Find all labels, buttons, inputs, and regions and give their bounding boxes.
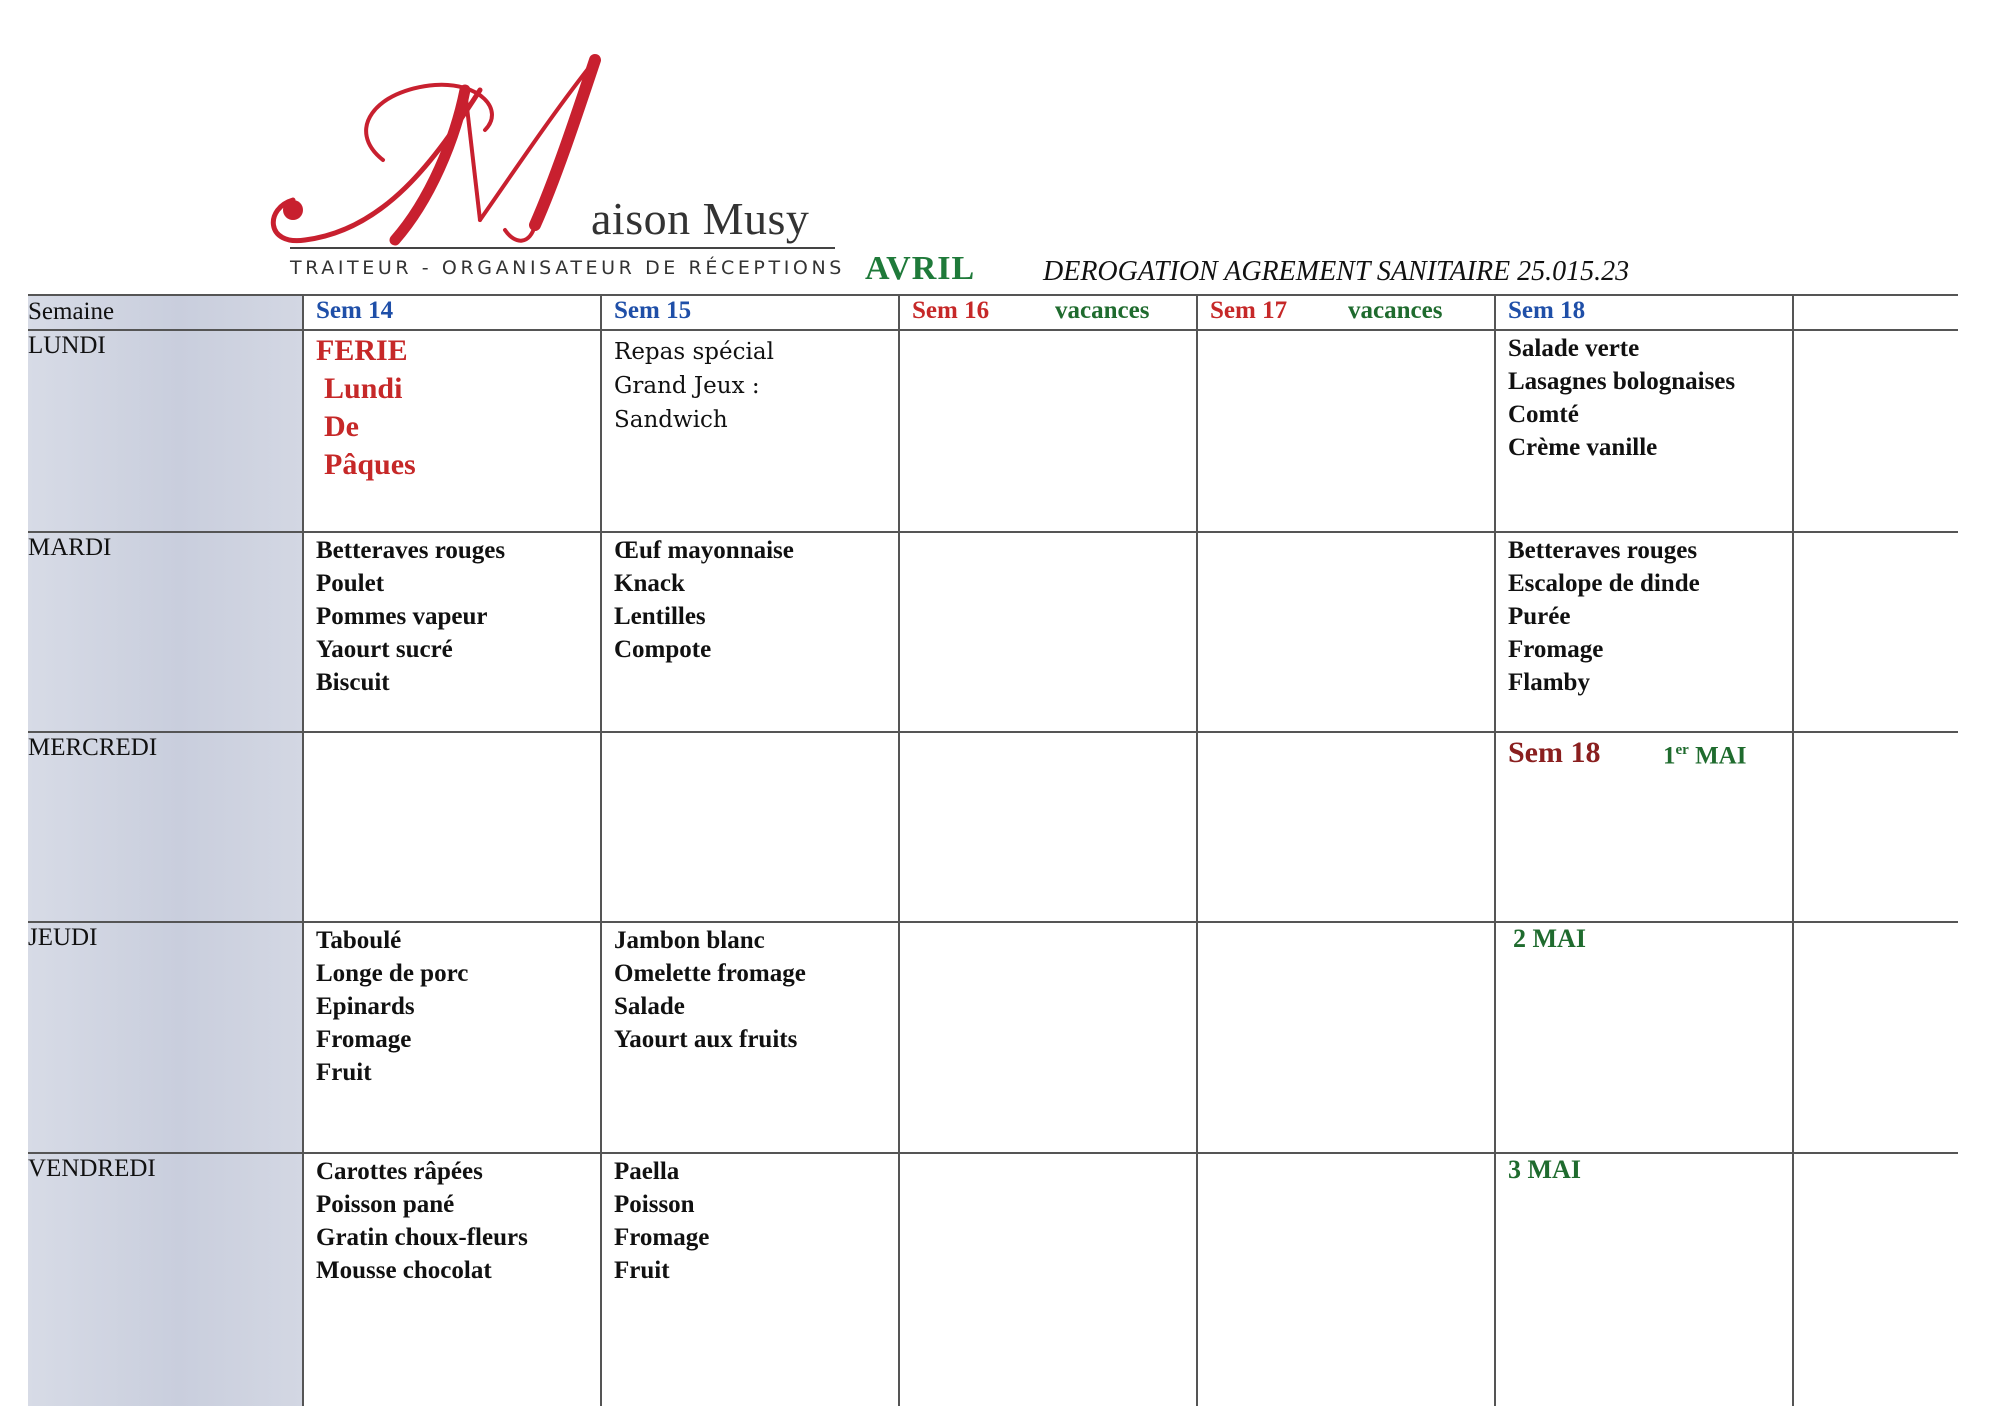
week-label: Sem 16	[912, 297, 990, 324]
menu-item: Paella	[614, 1158, 680, 1185]
table-column-rule	[600, 294, 602, 1406]
table-rule	[28, 1152, 1958, 1154]
day-label-jeudi: JEUDI	[28, 924, 98, 951]
day-label-mardi: MARDI	[28, 534, 112, 561]
menu-item: Biscuit	[316, 669, 390, 696]
week-label: Sem 17	[1210, 297, 1288, 324]
month-title: AVRIL	[865, 250, 976, 287]
table-rule	[28, 531, 1958, 533]
menu-item: Betteraves rouges	[316, 537, 506, 564]
table-column-rule	[1494, 294, 1496, 1406]
week-repeat-label: Sem 18	[1508, 736, 1601, 769]
menu-item: Grand Jeux :	[614, 373, 760, 399]
menu-item: Poisson pané	[316, 1191, 455, 1218]
menu-cell-lundi-sem15	[614, 335, 774, 437]
may-third-note: 3 MAI	[1508, 1155, 1581, 1184]
menu-item: Lentilles	[614, 603, 706, 630]
menu-item: Fromage	[614, 1224, 710, 1251]
table-rule	[28, 329, 1958, 331]
holiday-line: FERIE	[316, 334, 408, 367]
menu-item: Jambon blanc	[614, 927, 765, 954]
menu-item: Crème vanille	[1508, 434, 1658, 461]
sanitary-derogation-text: DEROGATION AGREMENT SANITAIRE 25.015.23	[1043, 256, 1630, 287]
menu-cell-mardi-sem15	[614, 534, 794, 666]
menu-item: Salade	[614, 993, 685, 1020]
menu-cell-mardi-sem14	[316, 534, 505, 699]
menu-item: Longe de porc	[316, 960, 469, 987]
menu-item: Repas spécial	[614, 339, 774, 365]
menu-item: Œuf mayonnaise	[614, 537, 794, 564]
menu-item: Yaourt sucré	[316, 636, 453, 663]
menu-item: Fruit	[614, 1257, 670, 1284]
may-first-note	[1663, 742, 1746, 770]
menu-cell-jeudi-sem15	[614, 924, 806, 1056]
menu-cell-mardi-sem18	[1508, 534, 1700, 699]
menu-item: Pommes vapeur	[316, 603, 488, 630]
menu-item: Poulet	[316, 570, 385, 597]
menu-cell-vendredi-sem14	[316, 1155, 528, 1287]
day-label-vendredi: VENDREDI	[28, 1155, 156, 1182]
holiday-cell-lundi-sem14	[316, 332, 416, 484]
menu-item: Epinards	[316, 993, 415, 1020]
logo-divider	[290, 247, 835, 249]
week-header-sem18	[1508, 297, 1585, 325]
week-label: Sem 14	[316, 297, 394, 324]
table-column-rule	[898, 294, 900, 1406]
week-header-sem15	[614, 297, 691, 325]
menu-table	[28, 294, 1958, 1406]
week-header-sem17	[1210, 297, 1490, 325]
menu-cell-lundi-sem18	[1508, 332, 1735, 464]
menu-item: Purée	[1508, 603, 1571, 630]
menu-item: Omelette fromage	[614, 960, 806, 987]
may-first-day: 1	[1663, 742, 1676, 770]
day-label-lundi: LUNDI	[28, 332, 106, 359]
menu-item: Gratin choux-fleurs	[316, 1224, 528, 1251]
menu-item: Lasagnes bolognaises	[1508, 368, 1736, 395]
table-column-rule	[1196, 294, 1198, 1406]
may-first-suffix: er	[1675, 742, 1689, 758]
table-rule	[28, 921, 1958, 923]
menu-item: Betteraves rouges	[1508, 537, 1698, 564]
may-first-month: MAI	[1695, 742, 1747, 770]
menu-item: Compote	[614, 636, 712, 663]
day-label-mercredi: MERCREDI	[28, 734, 158, 761]
table-rule	[28, 294, 1958, 296]
menu-item: Fruit	[316, 1059, 372, 1086]
table-column-rule	[302, 294, 304, 1406]
week-header-sem16	[912, 297, 1192, 325]
holiday-line: De	[324, 410, 359, 443]
menu-item: Flamby	[1508, 669, 1590, 696]
menu-item: Salade verte	[1508, 335, 1640, 362]
holiday-line: Lundi	[324, 372, 403, 405]
menu-item: Knack	[614, 570, 685, 597]
menu-item: Yaourt aux fruits	[614, 1026, 798, 1053]
menu-item: Mousse chocolat	[316, 1257, 492, 1284]
holiday-line: Pâques	[324, 448, 416, 481]
menu-item: Carottes râpées	[316, 1158, 483, 1185]
menu-item: Taboulé	[316, 927, 402, 954]
week-label: Sem 15	[614, 297, 692, 324]
vacation-note: vacances	[1348, 297, 1443, 324]
menu-item: Fromage	[1508, 636, 1604, 663]
menu-item: Escalope de dinde	[1508, 570, 1700, 597]
menu-item: Comté	[1508, 401, 1579, 428]
menu-cell-vendredi-sem15	[614, 1155, 709, 1287]
mercredi-sem18-cell	[1508, 736, 1788, 770]
logo-name-text: aison Musy	[591, 193, 810, 244]
menu-cell-jeudi-sem14	[316, 924, 468, 1089]
week-header-sem14	[316, 297, 393, 325]
semaine-header: Semaine	[28, 298, 115, 325]
menu-item: Fromage	[316, 1026, 412, 1053]
week-label: Sem 18	[1508, 297, 1586, 324]
table-rule	[28, 731, 1958, 733]
menu-item: Sandwich	[614, 407, 728, 433]
maison-musy-logo	[265, 50, 845, 285]
table-column-rule	[1792, 294, 1794, 1406]
vacation-note: vacances	[1055, 297, 1150, 324]
menu-item: Poisson	[614, 1191, 695, 1218]
day-column-shading	[28, 294, 302, 1406]
logo-tagline: TRAITEUR - ORGANISATEUR DE RÉCEPTIONS	[290, 257, 845, 279]
may-second-note: 2 MAI	[1513, 924, 1586, 953]
